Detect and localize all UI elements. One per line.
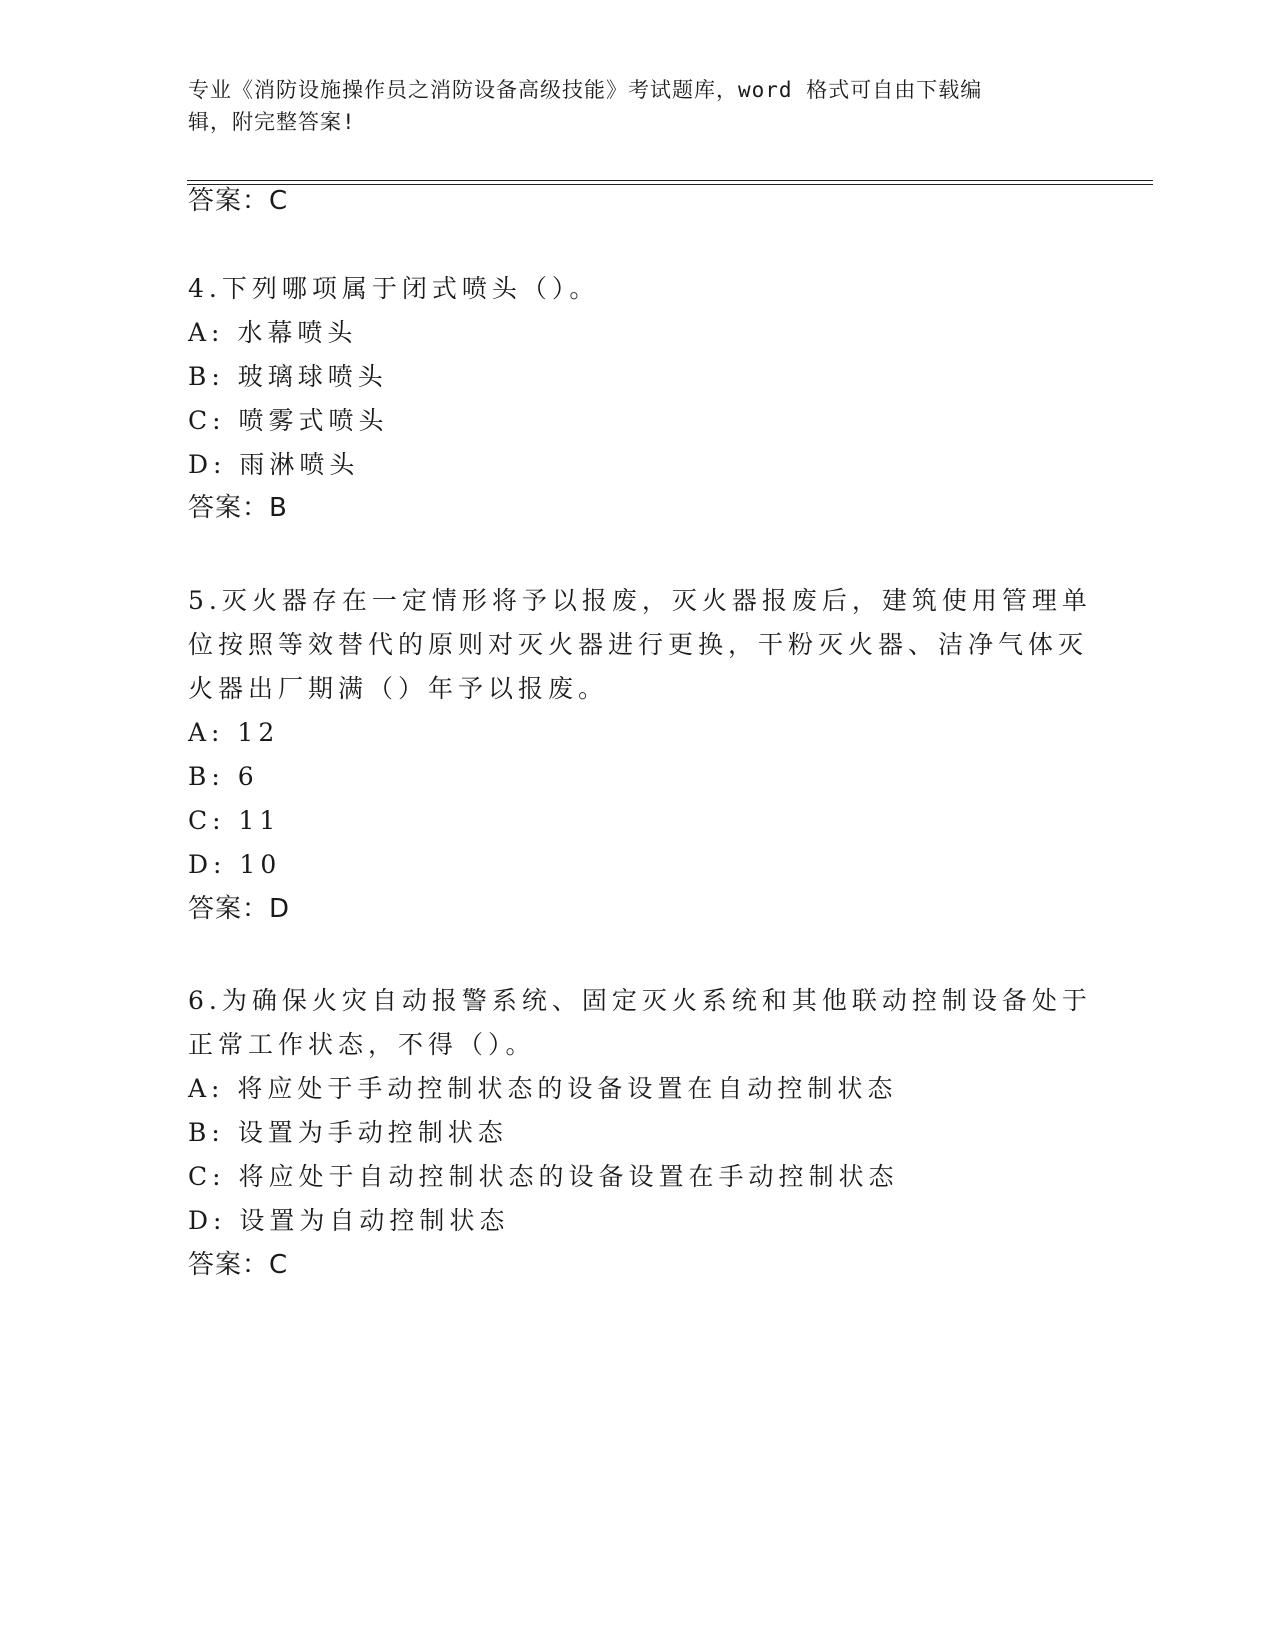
header-divider [187,180,1153,185]
question-5-stem-line-2: 位按照等效替代的原则对灭火器进行更换，干粉灭火器、洁净气体灭 [188,630,1089,659]
question-5-option-a: A: 12 [188,718,280,747]
header-line-1: 专业《消防设施操作员之消防设备高级技能》考试题库，word 格式可自由下载编 [188,78,983,102]
question-4-option-b: B: 玻璃球喷头 [188,362,388,391]
question-6-option-d: D: 设置为自动控制状态 [188,1206,510,1235]
question-5-option-c: C: 11 [188,806,281,835]
question-5-option-b: B: 6 [188,762,259,791]
document-header [188,74,1068,138]
question-5-stem-line-1: 5.灭火器存在一定情形将予以报废，灭火器报废后，建筑使用管理单 [188,586,1092,615]
question-4-option-d: D: 雨淋喷头 [188,450,360,479]
question-5-option-d: D: 10 [188,850,282,879]
question-4-option-c: C: 喷雾式喷头 [188,406,389,435]
question-6-stem-line-1: 6.为确保火灾自动报警系统、固定灭火系统和其他联动控制设备处于 [188,986,1092,1015]
question-6-option-c: C: 将应处于自动控制状态的设备设置在手动控制状态 [188,1162,899,1191]
question-6-stem-line-2: 正常工作状态，不得（）。 [188,1030,536,1059]
previous-answer: 答案：C [188,186,289,216]
header-line-2: 辑，附完整答案! [188,110,356,134]
question-4-option-a: A: 水幕喷头 [188,318,358,347]
question-4-answer: 答案：B [188,493,288,523]
question-6-option-a: A: 将应处于手动控制状态的设备设置在自动控制状态 [188,1074,898,1103]
question-6-answer: 答案：C [188,1250,289,1280]
question-5-stem-line-3: 火器出厂期满（）年予以报废。 [188,674,609,703]
question-5-answer: 答案：D [188,894,291,924]
question-4-stem: 4.下列哪项属于闭式喷头（）。 [188,274,600,303]
question-6-option-b: B: 设置为手动控制状态 [188,1118,508,1147]
